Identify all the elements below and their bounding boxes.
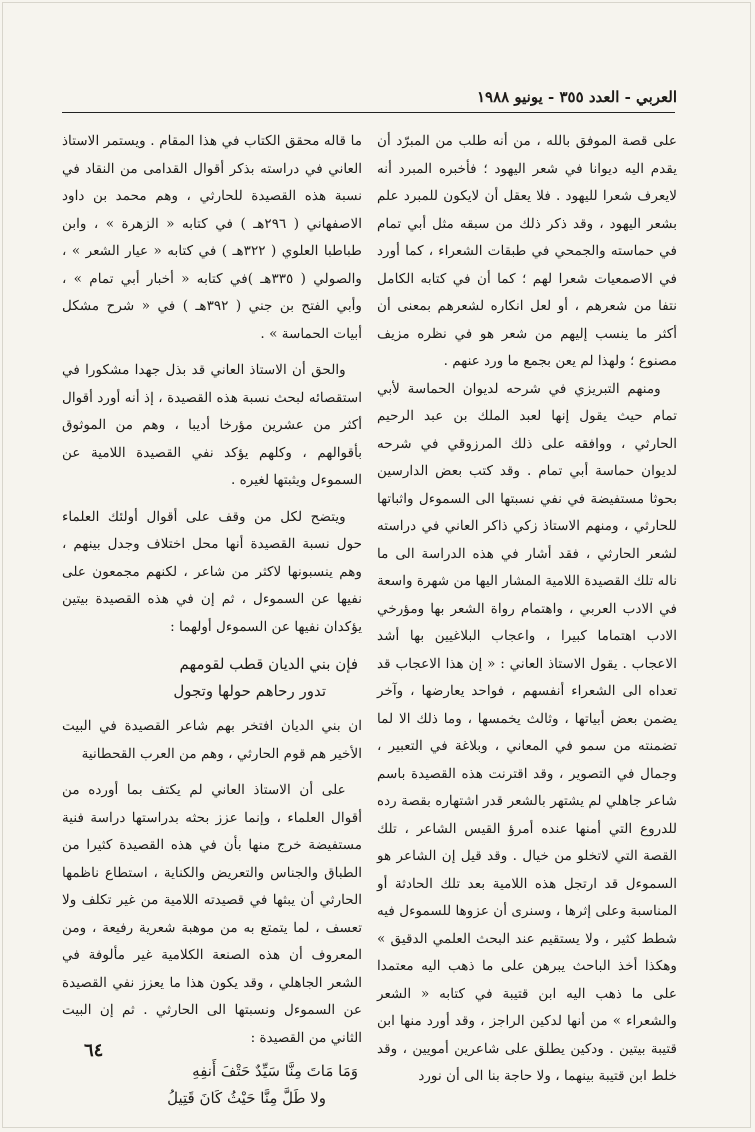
paragraph: على أن الاستاذ العاني لم يكتف بما أورده من أقوال العلماء ، وإنما عزز بحثه بدراستها دراسة فنية مستفيضة خرج منها بأن في هذه القصيدة كثيرا من الطباق والجناس والتعريض والكناية ، استطاع ناظمها الحارثي أن يبثها في قصيدته اللامية من غير تكلف ولا تعسف ، لما يتمتع به من موهبة شعرية رفيعة ، ومن المعروف أن هذه الصنعة الكلامية غير مألوفة في الشعر الجاهلي ، وقد يكون هذا ما يعزز نفي القصيدة عن السموءل ونسبتها الى الحارثي . ثم إن البيت الثاني من القصيدة : [62,782,362,1046]
verse-quote [62,1058,362,1112]
right-column [377,128,677,1091]
verse-line: ولا طَلَّ مِنَّا حَيْثُ كَانَ قَتِيلُ [167,1089,326,1107]
verse-line: وَمَا مَاتَ مِنَّا سَيِّدٌ حَتْفَ أَنفِهِ [192,1062,358,1080]
paragraph: ويتضح لكل من وقف على أقوال أولئك العلماء حول نسبة القصيدة أنها محل اختلاف وجدل بينهم ، وهم ينسبونها لاكثر من شاعر ، لكنهم مجمعون على نفيها عن السموءل ، ثم إن في هذه القصيدة بيتين يؤكدان نفيها عن السموءل أولهما : [62,508,362,635]
paragraph: ان بني الديان افتخر بهم شاعر القصيدة في البيت الأخير هم قوم الحارثي ، وهم من العرب القحطانية [62,718,362,762]
header-rule [62,112,675,113]
page-number: ٦٤ [84,1040,104,1061]
paragraph: على قصة الموفق بالله ، من أنه طلب من المبرّد أن يقدم اليه ديوانا في شعر اليهود ؛ فأخبره المبرد أنه لايعرف شعرا لليهود . فلا يعقل أن لايكون للمبرد علم بشعر اليهود ، وقد ذكر ذلك من سبقه مثل أبي تمام في حماسته والجمحي في طبقات الشعراء ، كما أورد في الاصمعيات شعرا لهم ؛ كما أن في كتابه الكامل نتفا من شعرهم ، أو لعل انكاره لشعرهم بمعنى أن أكثر ما ينسب إليهم من شعر هو في نظره مزيف مصنوع ؛ ولهذا لم يعن بجمع ما ورد عنهم . [377,133,677,369]
paragraph: والحق أن الاستاذ العاني قد بذل جهدا مشكورا في استقصائه لبحث نسبة هذه القصيدة ، إذ أنه أورد أقوال أكثر من عشرين مؤرخا أديبا ، وهم من الموثوق بأقوالهم ، وكلهم يؤكد نفي القصيدة اللامية عن السموءل ويثبتها لغيره . [62,362,362,488]
verse-line: فإن بني الديان قطب لقومهم [179,655,358,673]
paragraph: ما قاله محقق الكتاب في هذا المقام . ويستمر الاستاذ العاني في دراسته بذكر أقوال القدامى من النقاد في نسبة هذه القصيدة للحارثي ، وهم محمد بن داود الاصفهاني ( ٢٩٦هـ ) في كتابه « الزهرة » ، وابن طباطبا العلوي ( ٣٢٢هـ ) في كتابه « عيار الشعر » ، والصولي ( ٣٣٥هـ )في كتابه « أخبار أبي تمام » ، وأبي الفتح بن جني ( ٣٩٢هـ ) في « شرح مشكل أبيات الحماسة » . [62,133,362,342]
verse-quote [62,651,362,705]
verse-line: تدور رحاهم حولها وتجول [173,682,326,700]
left-column [62,128,362,1120]
paragraph: ومنهم التبريزي في شرحه لديوان الحماسة لأبي تمام حيث يقول إنها لعبد الملك بن عبد الرحيم الحارثي ، ووافقه على ذلك المرزوقي في شرحه لديوان حماسة أبي تمام . وقد كتب بعض الدارسين بحوثا مستفيضة في نفي نسبتها الى السموءل واثباتها للحارثي ، ومنهم الاستاذ زكي ذاكر العاني في دراسته لشعر الحارثي ، فقد أشار في هذه الدراسة الى ما ناله تلك القصيدة اللامية المشار اليها من شهرة واسعة في الادب العربي ، واهتمام رواة الشعر بها ومؤرخي الادب اهتماما كبيرا ، واعجاب البلاغيين بها أشد الاعجاب . يقول الاستاذ العاني : « إن هذا الاعجاب قد تعداه الى الشعراء أنفسهم ، فواحد يعارضها ، وآخر يضمن بعض أبياتها ، وثالث يخمسها ، وما ذلك الا لما تضمنته من سمو في المعاني ، وبلاغة في التعبير ، وجمال في التصوير ، وقد اقترنت هذه القصيدة باسم شاعر جاهلي لم يشتهر بالشعر قدر اشتهاره بقصة رده للدروع التي أمنها عنده أمرؤ القيس الشاعر ، تلك القصة التي لاتخلو من خيال . وقد قيل إن الشاعر هو السموءل قد ارتجل هذه اللامية بعد تلك الحادثة أو المناسبة وعلى إثرها ، وسنرى أن عزوها للسموءل فيه شطط كثير ، ولا يستقيم عند البحث العلمي الدقيق » وهكذا أخذ الباحث يبرهن على ما ذهب اليه معتمدا على ما ذهب اليه ابن قتيبة في كتابه « الشعر والشعراء » من أنها لدكين الراجز ، وقد أورد منها ابن قتيبة بيتين . ودكين يطلق على شاعرين أمويين ، وقد خلط ابن قتيبة بينهما ، ولا حاجة بنا الى أن نورد [377,380,677,1084]
running-head: العربي - العدد ٣٥٥ - يونيو ١٩٨٨ [476,88,677,106]
